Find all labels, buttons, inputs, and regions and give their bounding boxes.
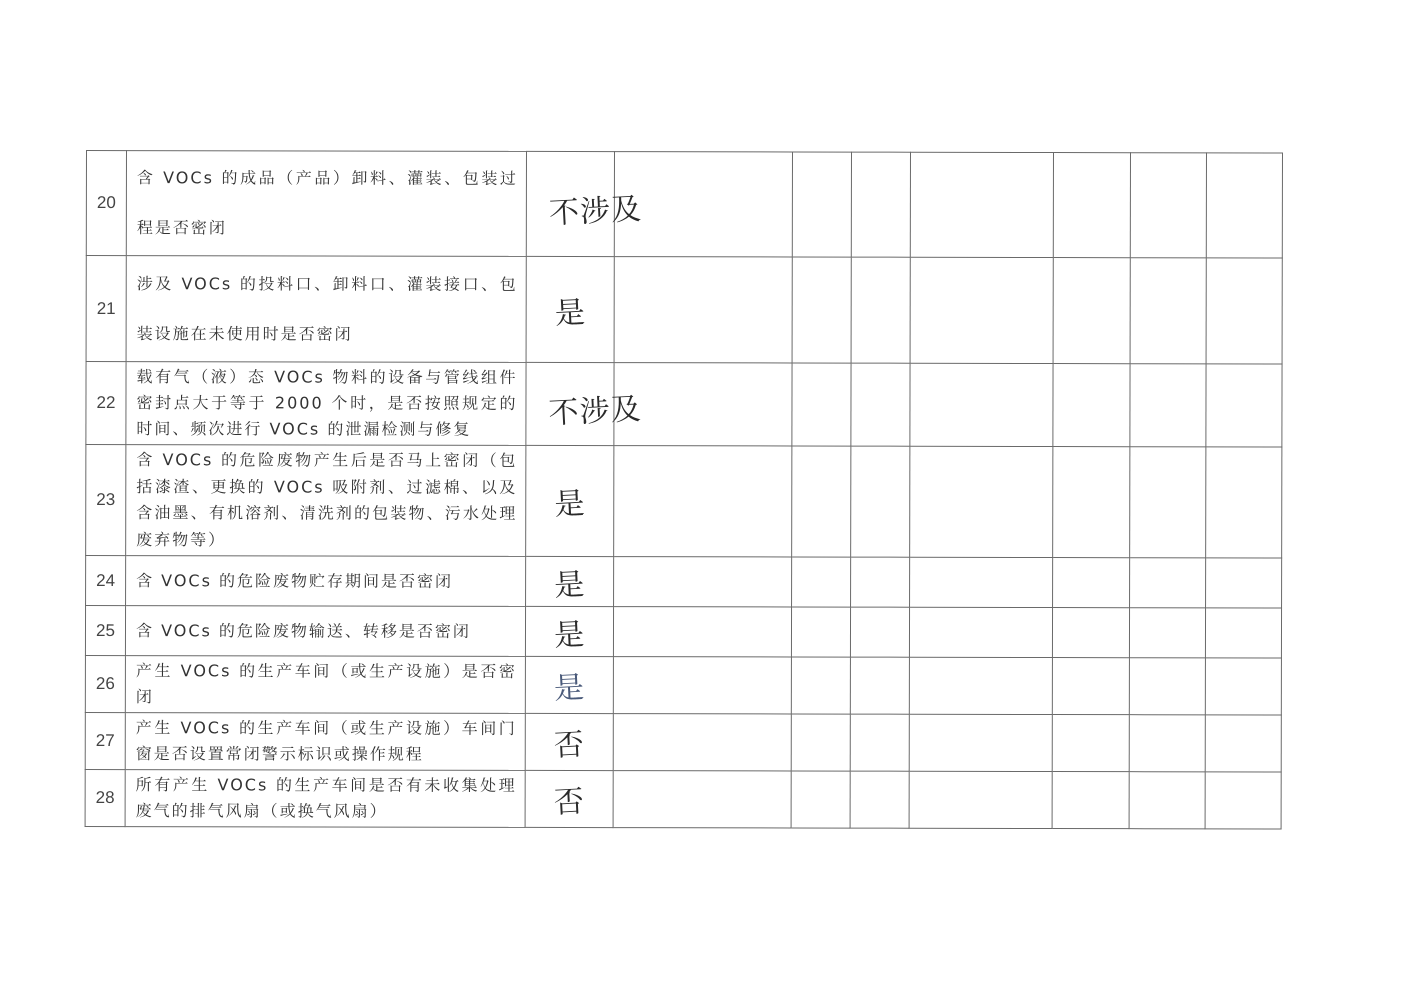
handwritten-answer: 是 (526, 556, 614, 606)
empty-cell (1130, 258, 1206, 364)
row-number: 23 (86, 445, 126, 556)
handwritten-answer: 是 (525, 656, 613, 713)
empty-cell (851, 257, 910, 363)
empty-cell (613, 771, 791, 828)
empty-cell (851, 152, 910, 257)
empty-cell (1129, 772, 1205, 829)
row-number: 28 (85, 769, 125, 826)
empty-cell (1206, 364, 1282, 447)
table-row (85, 606, 1281, 659)
empty-cell (1130, 153, 1206, 258)
empty-cell (850, 607, 909, 657)
empty-cell (910, 446, 1053, 557)
empty-cell (1205, 658, 1281, 715)
empty-cell (1052, 772, 1129, 829)
empty-cell (792, 257, 851, 363)
empty-cell (613, 607, 791, 657)
empty-cell (791, 607, 850, 657)
inspection-table (85, 150, 1283, 830)
empty-cell (1206, 447, 1282, 558)
empty-cell (791, 771, 850, 828)
empty-cell (910, 557, 1053, 607)
empty-cell (1053, 258, 1130, 364)
row-number: 21 (86, 256, 126, 362)
empty-cell (614, 257, 792, 363)
table-row (85, 769, 1281, 829)
check-item: 产生 VOCs 的生产车间（或生产设施）是否密闭 (125, 656, 525, 714)
table-row (85, 712, 1281, 772)
table-row (86, 556, 1282, 609)
table-row (86, 362, 1282, 448)
row-number: 24 (86, 556, 126, 606)
empty-cell (792, 363, 851, 446)
check-item: 含 VOCs 的危险废物产生后是否马上密闭（包括漆渣、更换的 VOCs 吸附剂、过滤棉、以及含油墨、有机溶剂、清洗剂的包装物、污水处理废弃物等） (126, 445, 526, 557)
empty-cell (1205, 715, 1281, 772)
handwritten-answer: 不涉及 (526, 151, 614, 256)
empty-cell (1206, 558, 1282, 608)
empty-cell (791, 714, 850, 771)
empty-cell (792, 557, 851, 607)
empty-cell (792, 446, 851, 557)
table-row (86, 445, 1282, 559)
empty-cell (1053, 558, 1130, 608)
check-item: 涉及 VOCs 的投料口、卸料口、灌装接口、包装设施在未使用时是否密闭 (126, 256, 526, 363)
empty-cell (909, 657, 1052, 714)
empty-cell (1130, 447, 1206, 558)
handwritten-answer: 是 (526, 256, 614, 362)
empty-cell (1130, 558, 1206, 608)
empty-cell (1205, 608, 1281, 658)
empty-cell (851, 363, 910, 446)
empty-cell (1052, 608, 1129, 658)
row-number: 25 (85, 606, 125, 656)
empty-cell (1129, 608, 1205, 658)
row-number: 22 (86, 362, 126, 445)
empty-cell (1130, 364, 1206, 447)
empty-cell (1205, 772, 1281, 829)
handwritten-answer: 是 (526, 445, 614, 556)
check-item: 所有产生 VOCs 的生产车间是否有未收集处理废气的排气风扇（或换气风扇） (125, 770, 525, 828)
empty-cell (1206, 153, 1282, 258)
empty-cell (791, 657, 850, 714)
check-item: 载有气（液）态 VOCs 物料的设备与管线组件密封点大于等于 2000 个时，是否按照规定的时间、频次进行 VOCs 的泄漏检测与修复 (126, 362, 526, 446)
empty-cell (1129, 715, 1205, 772)
empty-cell (850, 657, 909, 714)
empty-cell (850, 771, 909, 828)
handwritten-answer: 否 (525, 713, 613, 770)
check-item: 产生 VOCs 的生产车间（或生产设施）车间门窗是否设置常闭警示标识或操作规程 (125, 713, 525, 771)
check-item: 含 VOCs 的危险废物输送、转移是否密闭 (125, 606, 525, 657)
empty-cell (792, 152, 851, 257)
empty-cell (614, 557, 792, 607)
empty-cell (851, 557, 910, 607)
check-item: 含 VOCs 的危险废物贮存期间是否密闭 (126, 556, 526, 607)
table-row (86, 256, 1282, 365)
empty-cell (909, 714, 1052, 771)
empty-cell (1053, 447, 1130, 558)
empty-cell (1052, 658, 1129, 715)
handwritten-answer: 不涉及 (526, 362, 614, 445)
table-row (85, 655, 1281, 715)
row-number: 27 (85, 712, 125, 769)
empty-cell (909, 607, 1052, 657)
row-number: 26 (85, 655, 125, 712)
handwritten-answer: 否 (525, 770, 613, 827)
check-item: 含 VOCs 的成品（产品）卸料、灌装、包装过程是否密闭 (126, 151, 526, 257)
handwritten-answer: 是 (525, 606, 613, 656)
empty-cell (1053, 364, 1130, 447)
empty-cell (1129, 658, 1205, 715)
empty-cell (851, 446, 910, 557)
empty-cell (1206, 258, 1282, 364)
empty-cell (910, 363, 1053, 446)
empty-cell (910, 257, 1053, 363)
empty-cell (910, 152, 1053, 257)
table-row (86, 151, 1282, 259)
empty-cell (850, 714, 909, 771)
empty-cell (1052, 715, 1129, 772)
empty-cell (614, 446, 792, 557)
row-number: 20 (86, 151, 126, 256)
empty-cell (613, 657, 791, 714)
empty-cell (1053, 153, 1130, 258)
empty-cell (613, 714, 791, 771)
empty-cell (909, 771, 1052, 828)
